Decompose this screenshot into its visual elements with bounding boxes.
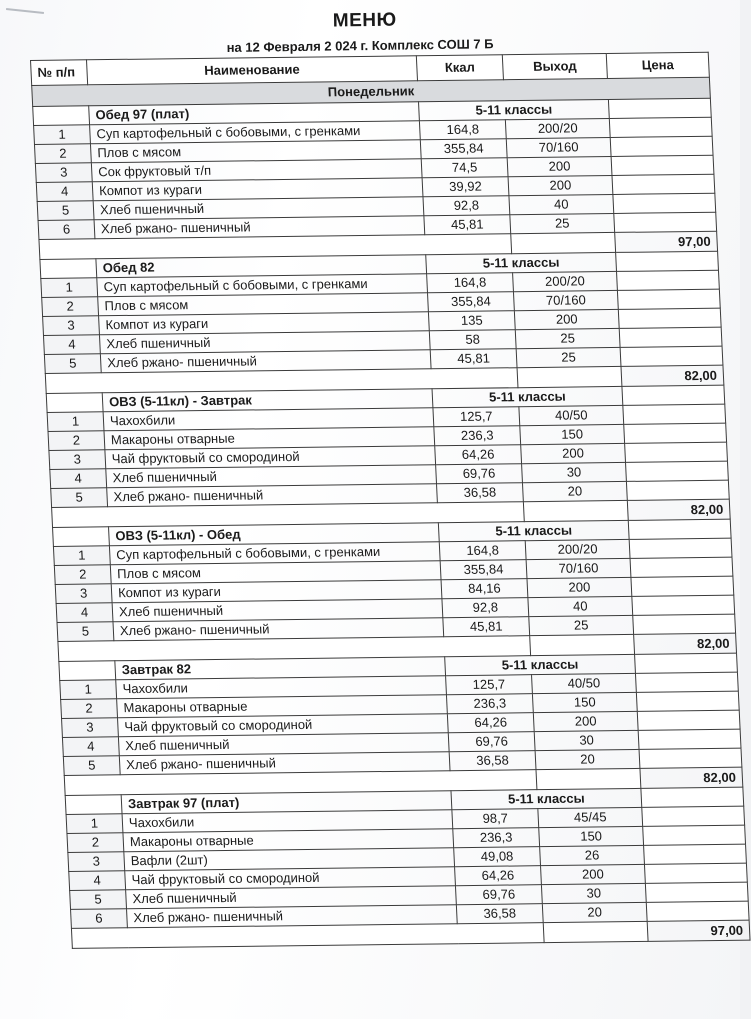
item-kcal: 84,16: [441, 579, 528, 599]
item-price: [625, 442, 728, 462]
item-output: 30: [541, 883, 646, 903]
item-number: 6: [71, 909, 128, 929]
item-number: 6: [38, 220, 95, 240]
total-output-cell: [511, 232, 616, 253]
item-number: 4: [43, 335, 100, 355]
item-kcal: 69,76: [455, 885, 542, 905]
item-kcal: 355,84: [428, 292, 515, 312]
item-price: [617, 289, 720, 309]
item-output: 25: [529, 615, 634, 635]
item-kcal: 36,58: [437, 483, 524, 503]
item-kcal: 58: [429, 330, 516, 350]
item-kcal: 98,7: [452, 809, 539, 829]
item-kcal: 45,81: [443, 617, 530, 637]
item-name: Чай фруктовый со смородиной: [118, 714, 449, 737]
item-name: Хлеб пшеничный: [126, 886, 457, 909]
item-price: [642, 806, 745, 826]
item-price: [626, 480, 729, 500]
item-output: 150: [539, 826, 644, 846]
item-number: 5: [63, 756, 120, 776]
section-total-price: 82,00: [634, 633, 737, 654]
item-name: Хлеб пшеничный: [112, 599, 443, 622]
column-header-name: Наименование: [86, 56, 417, 85]
item-number: 3: [55, 584, 112, 604]
item-kcal: 164,8: [419, 120, 506, 140]
item-price: [623, 404, 726, 424]
section-title: Завтрак 97 (плат): [121, 791, 452, 814]
item-number: 5: [51, 488, 108, 508]
item-name: Компот из кураги: [111, 580, 442, 603]
section-title: ОВЗ (5-11кл) - Обед: [109, 523, 440, 546]
item-price: [633, 614, 736, 634]
item-kcal: 36,58: [449, 751, 536, 771]
item-kcal: 69,76: [436, 464, 523, 484]
item-kcal: 69,76: [448, 732, 535, 752]
item-kcal: 36,58: [456, 904, 543, 924]
item-output: 30: [534, 730, 639, 750]
item-kcal: 236,3: [434, 426, 521, 446]
item-number: 5: [44, 354, 101, 374]
item-kcal: 64,26: [435, 445, 522, 465]
section-classes: 5-11 классы: [432, 386, 623, 407]
item-output: 25: [510, 213, 615, 233]
section-num-cell: [40, 259, 97, 279]
item-name: Компот из кураги: [99, 312, 430, 335]
item-output: 30: [522, 462, 627, 482]
item-output: 150: [532, 692, 637, 712]
item-name: Хлеб ржано- пшеничный: [94, 216, 425, 239]
item-kcal: 164,8: [427, 273, 514, 293]
item-output: 200: [521, 443, 626, 463]
item-price: [614, 212, 717, 232]
item-price: [638, 729, 741, 749]
section-classes: 5-11 классы: [445, 654, 636, 675]
item-output: 40/50: [532, 673, 637, 693]
item-output: 45/45: [538, 807, 643, 827]
item-price: [626, 461, 729, 481]
section-title: ОВЗ (5-11кл) - Завтрак: [102, 389, 433, 412]
column-header-num: № п/п: [31, 60, 88, 86]
item-number: 1: [41, 278, 98, 298]
item-name: Хлеб пшеничный: [106, 465, 437, 488]
item-kcal: 135: [428, 311, 515, 331]
item-output: 150: [520, 424, 625, 444]
item-number: 3: [49, 450, 106, 470]
section-total-price: 97,00: [647, 920, 750, 941]
section-price-cell: [628, 519, 731, 539]
paper-scratch: [6, 8, 44, 14]
item-name: Плов с мясом: [98, 293, 429, 316]
item-name: Чай фруктовый со смородиной: [125, 867, 456, 890]
section-price-cell: [622, 385, 725, 405]
item-output: 200: [507, 156, 612, 176]
section-classes: 5-11 классы: [438, 520, 629, 541]
section-num-cell: [65, 795, 122, 815]
item-number: 1: [47, 412, 104, 432]
item-price: [635, 672, 738, 692]
item-number: 5: [37, 201, 94, 221]
item-output: 26: [540, 845, 645, 865]
item-name: Хлеб пшеничный: [93, 197, 424, 220]
item-price: [639, 748, 742, 768]
item-number: 5: [70, 890, 127, 910]
item-kcal: 236,3: [453, 828, 540, 848]
item-kcal: 92,8: [423, 196, 510, 216]
item-price: [617, 270, 720, 290]
item-price: [629, 538, 732, 558]
item-output: 25: [515, 328, 620, 348]
item-kcal: 355,84: [440, 560, 527, 580]
item-output: 200: [541, 864, 646, 884]
item-name: Хлеб ржано- пшеничный: [100, 350, 431, 373]
item-price: [645, 882, 748, 902]
item-price: [612, 174, 715, 194]
item-kcal: 355,84: [420, 139, 507, 159]
item-price: [609, 117, 712, 137]
item-output: 200/20: [525, 539, 630, 559]
item-output: 200/20: [505, 118, 610, 138]
item-price: [620, 346, 723, 366]
item-price: [631, 576, 734, 596]
document-subtitle: на 12 Февраля 2 024 г. Комплекс СОШ 7 Б: [226, 36, 494, 56]
section-title: Обед 97 (плат): [89, 102, 420, 125]
item-name: Компот из кураги: [92, 178, 423, 201]
section-total-price: 97,00: [615, 231, 718, 252]
section-title: Обед 82: [96, 255, 427, 278]
item-kcal: 125,7: [446, 675, 533, 695]
item-number: 1: [66, 814, 123, 834]
section-num-cell: [33, 106, 90, 126]
item-output: 20: [542, 902, 647, 922]
item-name: Плов с мясом: [110, 561, 441, 584]
item-output: 20: [522, 481, 627, 501]
item-number: 2: [54, 565, 111, 585]
item-name: Хлеб ржано- пшеничный: [113, 618, 444, 641]
item-name: Хлеб ржано- пшеничный: [119, 752, 450, 775]
item-price: [618, 308, 721, 328]
section-price-cell: [641, 787, 744, 807]
section-num-cell: [59, 661, 116, 681]
section-classes: 5-11 классы: [426, 252, 617, 273]
item-output: 200: [527, 577, 632, 597]
item-output: 70/160: [526, 558, 631, 578]
item-number: 4: [69, 871, 126, 891]
item-number: 3: [35, 163, 92, 183]
item-kcal: 236,3: [446, 694, 533, 714]
item-kcal: 64,26: [455, 866, 542, 886]
item-price: [632, 595, 735, 615]
column-header-kcal: Ккал: [416, 55, 503, 81]
item-price: [619, 327, 722, 347]
item-price: [610, 136, 713, 156]
item-name: Хлеб пшеничный: [99, 331, 430, 354]
item-price: [637, 710, 740, 730]
item-name: Чахохбили: [122, 810, 453, 833]
item-price: [644, 844, 747, 864]
item-name: Сок фруктовый т/п: [91, 159, 422, 182]
item-kcal: 164,8: [439, 541, 526, 561]
item-name: Макароны отварные: [104, 427, 435, 450]
item-output: 25: [516, 347, 621, 367]
item-output: 70/160: [506, 137, 611, 157]
item-output: 40: [509, 194, 614, 214]
item-name: Хлеб ржано- пшеничный: [127, 905, 458, 928]
item-number: 5: [57, 622, 114, 642]
item-output: 200: [508, 175, 613, 195]
column-header-output: Выход: [502, 53, 607, 79]
item-price: [636, 691, 739, 711]
item-price: [630, 557, 733, 577]
total-output-cell: [543, 921, 648, 942]
section-num-cell: [53, 527, 110, 547]
item-output: 200: [533, 711, 638, 731]
menu-table: [30, 52, 751, 949]
column-header-price: Цена: [606, 52, 709, 78]
item-number: 2: [48, 431, 105, 451]
item-kcal: 74,5: [421, 158, 508, 178]
total-output-cell: [517, 366, 622, 387]
item-number: 1: [60, 680, 117, 700]
section-price-cell: [635, 653, 738, 673]
item-output: 40/50: [519, 405, 624, 425]
item-number: 4: [62, 737, 119, 757]
item-output: 200/20: [513, 271, 618, 291]
section-price-cell: [608, 98, 711, 118]
item-kcal: 45,81: [424, 215, 511, 235]
item-name: Вафли (2шт): [124, 848, 455, 871]
item-name: Чай фруктовый со смородиной: [105, 446, 436, 469]
item-kcal: 45,81: [430, 349, 517, 369]
item-kcal: 49,08: [454, 847, 541, 867]
item-name: Макароны отварные: [117, 695, 448, 718]
item-output: 40: [528, 596, 633, 616]
item-number: 2: [67, 833, 124, 853]
item-price: [646, 901, 749, 921]
section-total-price: 82,00: [621, 365, 724, 386]
item-number: 1: [53, 546, 110, 566]
item-number: 3: [43, 316, 100, 336]
item-kcal: 64,26: [447, 713, 534, 733]
item-output: 200: [514, 309, 619, 329]
item-number: 2: [61, 699, 118, 719]
item-name: Макароны отварные: [123, 829, 454, 852]
section-title: Завтрак 82: [115, 657, 446, 680]
item-number: 3: [68, 852, 125, 872]
total-output-cell: [523, 500, 628, 521]
document-title: МЕНЮ: [332, 9, 397, 32]
item-number: 3: [62, 718, 119, 738]
section-num-cell: [46, 393, 103, 413]
item-price: [611, 155, 714, 175]
item-number: 4: [56, 603, 113, 623]
item-name: Хлеб пшеничный: [118, 733, 449, 756]
section-classes: 5-11 классы: [451, 788, 642, 809]
item-name: Суп картофельный с бобовыми, с гренками: [90, 121, 421, 144]
item-price: [643, 825, 746, 845]
item-output: 20: [535, 749, 640, 769]
item-name: Суп картофельный с бобовыми, с гренками: [109, 542, 440, 565]
item-price: [644, 863, 747, 883]
section-price-cell: [616, 251, 719, 271]
item-price: [624, 423, 727, 443]
item-number: 2: [34, 144, 91, 164]
item-output: 70/160: [513, 290, 618, 310]
item-name: Хлеб ржано- пшеничный: [107, 484, 438, 507]
item-name: Чахохбили: [103, 408, 434, 431]
item-name: Плов с мясом: [90, 140, 421, 163]
section-total-price: 82,00: [627, 499, 730, 520]
section-total-price: 82,00: [640, 767, 743, 788]
item-price: [613, 193, 716, 213]
day-label: Понедельник: [32, 77, 711, 106]
item-kcal: 92,8: [442, 598, 529, 618]
total-output-cell: [536, 768, 641, 789]
total-output-cell: [530, 634, 635, 655]
item-number: 4: [50, 469, 107, 489]
item-kcal: 125,7: [433, 407, 520, 427]
item-name: Суп картофельный с бобовыми, с гренками: [97, 274, 428, 297]
item-number: 1: [34, 125, 91, 145]
item-number: 2: [42, 297, 99, 317]
menu-table-wrapper: [30, 52, 750, 949]
document-header: [0, 5, 740, 58]
item-kcal: 39,92: [422, 177, 509, 197]
item-number: 4: [36, 182, 93, 202]
item-name: Чахохбили: [116, 676, 447, 699]
section-classes: 5-11 классы: [418, 99, 609, 120]
